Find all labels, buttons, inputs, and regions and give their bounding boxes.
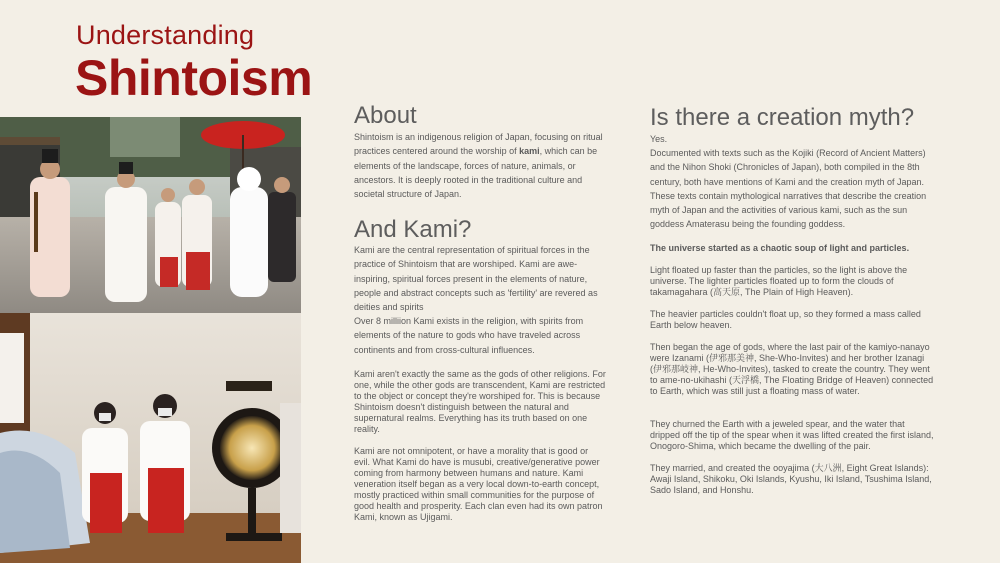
kami-paragraph-2: Over 8 milliion Kami exists in the religion, with spirits from elements of the nature to gods who have traveled across continents and from cross-cultural influences. xyxy=(354,316,584,355)
creation-heading: Is there a creation myth? xyxy=(650,104,915,131)
photo-miko-drum xyxy=(0,313,301,563)
creation-paragraph-3: Then began the age of gods, where the last pair of the kamiyo-nanayo were Izanami (伊邪那美神, She-Who-Invites) and her brother Izanagi (伊邪那岐神, He-Who-Invites), tasked to create the country. They went to ame-no-ukihashi (天浮橋, The Floating Bridge of Heaven) connected to Earth, which was still just a floating mass of water. xyxy=(650,342,934,396)
creation-intro: Documented with texts such as the Kojiki (Record of Ancient Matters) and the Nihon Shoki (Chronicles of Japan), both compiled in the 8th century, both have mentions of Kami and the creation myth of Japan. These texts contain mythological narratives that describe the creation myth of Japan and the activities of various kami, such as the sun goddess Amaterasu being the founding goddess. xyxy=(650,148,927,230)
title-understanding: Understanding xyxy=(76,20,255,50)
creation-paragraph-2: The heavier particles couldn't float up, so they formed a mass called Earth below heaven. xyxy=(650,309,921,330)
kami-term: kami xyxy=(519,146,540,157)
kami-heading: And Kami? xyxy=(354,216,472,243)
title-shintoism: Shintoism xyxy=(75,50,313,106)
creation-paragraph-5: They married, and created the ooyajima (大八洲, Eight Great Islands): Awaji Island, Shikoku, Oki Islands, Kyushu, Iki Island, Tsushima Island, Sado Island, and Honshu. xyxy=(650,463,932,495)
kami-paragraph-3: Kami aren't exactly the same as the gods of other religions. For one, while the other gods are transcendent, Kami are restricted to the object or concept they're worshiped for. This is because Shintoism doesn't distinguish between the natural and supernatural realms. Everything has its truth based on one reality. xyxy=(354,369,606,434)
kami-paragraph-4: Kami are not omnipotent, or have a morality that is good or evil. What Kami do have is musubi, creative/generative power coming from harmony between humans and nature. Kami veneration itself began as a very local down-to-earth concept, mostly practiced within small communities for the purpose of good health and prosperity. Each clan even had its own patron Kami, known as Ujigami. xyxy=(354,446,603,522)
creation-answer: Yes. xyxy=(650,134,668,144)
creation-bold-line: The universe started as a chaotic soup of light and particles. xyxy=(650,243,910,253)
about-heading: About xyxy=(354,102,417,129)
kami-paragraph-1: Kami are the central representation of spiritual forces in the practice of Shintoism that are worshiped. Kami are awe-inspiring, spiritual forces present in the elements of nature, people and abstract concepts such as 'fertility' are revered as deities and spirits xyxy=(354,245,598,313)
creation-paragraph-1: Light floated up faster than the particles, so the light is above the universe. The lighter particles floated up to form the clouds of takamagahara (高天原, The Plain of High Heaven). xyxy=(650,265,908,297)
photo-wedding-procession xyxy=(0,117,301,313)
about-text: Shintoism is an indigenous religion of Japan, focusing on ritual practices centered around the worship of kami, which can be elements of the landscape, forces of nature, animals, or ancestors. It is deeply rooted in the traditional culture and societal structure of Japan. xyxy=(354,132,603,200)
creation-paragraph-4: They churned the Earth with a jeweled spear, and the water that dripped off the tip of the spear when it was lifted created the first island, Onogoro-Shima, which became the dwelling of the pair. xyxy=(650,419,934,451)
